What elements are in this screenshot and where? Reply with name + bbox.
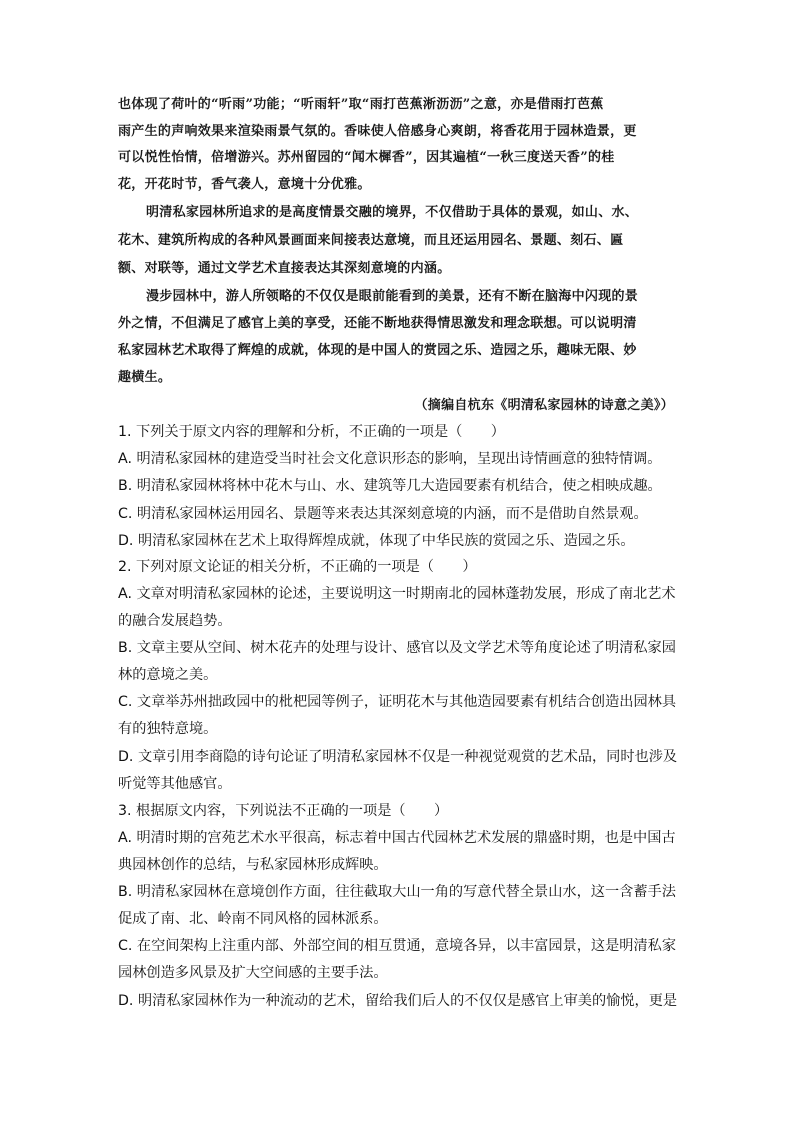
passage-line: 私家园林艺术取得了辉煌的成就，体现的是中国人的赏园之乐、造园之乐，趣味无限、妙 (118, 343, 637, 358)
passage-line: 额、对联等，通过文学艺术直接表达其深刻意境的内涵。 (118, 261, 451, 276)
option-a: A. 明清时期的宫苑艺术水平很高，标志着中国古代园林艺术发展的鼎盛时期，也是中国古 (118, 830, 676, 846)
option-b-continued: 促成了南、北、岭南不同风格的园林派系。 (118, 911, 388, 927)
passage-line: 花木、建筑所构成的各种风景画面来间接表达意境，而且还运用园名、景题、刻石、匾 (118, 233, 624, 248)
option-c: C. 文章举苏州拙政园中的枇杷园等例子，证明花木与其他造园要素有机结合创造出园林具 (118, 694, 677, 710)
passage-source: （摘编自杭东《明清私家园林的诗意之美》） (414, 398, 674, 413)
option-b: B. 文章主要从空间、树木花卉的处理与设计、感官以及文学艺术等角度论述了明清私家园 (118, 640, 676, 656)
option-c: C. 明清私家园林运用园名、景题等来表达其深刻意境的内涵，而不是借助自然景观。 (118, 506, 648, 522)
option-c-continued: 园林创造多风景及扩大空间感的主要手法。 (118, 965, 388, 981)
passage-line: 可以悦性怡情，倍增游兴。苏州留园的“闻木樨香”，因其遍植“一秋三度送天香”的桂 (118, 150, 615, 165)
question-stem: 3. 根据原文内容，下列说法不正确的一项是（ ） (118, 803, 449, 819)
question-stem: 2. 下列对原文论证的相关分析，不正确的一项是（ ） (118, 559, 477, 575)
passage-line: 花，开花时节，香气袭人，意境十分优雅。 (118, 177, 371, 192)
option-d: D. 文章引用李商隐的诗句论证了明清私家园林不仅是一种视觉观赏的艺术品，同时也涉及 (118, 749, 678, 765)
option-d: D. 明清私家园林作为一种流动的艺术，留给我们后人的不仅仅是感官上审美的愉悦，更是 (118, 993, 678, 1009)
option-c-continued: 有的独特意境。 (118, 721, 218, 737)
option-b: B. 明清私家园林在意境创作方面，往往截取大山一角的写意代替全景山水，这一含蓄手法 (118, 884, 676, 900)
passage-line: 漫步园林中，游人所领略的不仅仅是眼前能看到的美景，还有不断在脑海中闪现的景 (146, 289, 639, 304)
option-b-continued: 林的意境之美。 (118, 667, 218, 683)
option-d-continued: 听觉等其他感官。 (118, 776, 232, 792)
option-b: B. 明清私家园林将林中花木与山、水、建筑等几大造园要素有机结合，使之相映成趣。 (118, 478, 662, 494)
passage-line: 外之情，不但满足了感官上美的享受，还能不断地获得情思激发和理念联想。可以说明清 (118, 316, 637, 331)
option-a-continued: 典园林创作的总结，与私家园林形成辉映。 (118, 857, 388, 873)
option-d: D. 明清私家园林在艺术上取得辉煌成就，体现了中华民族的赏园之乐、造园之乐。 (118, 533, 635, 549)
option-a-continued: 的融合发展趋势。 (118, 613, 232, 629)
passage-line: 趣横生。 (118, 370, 172, 385)
option-a: A. 文章对明清私家园林的论述，主要说明这一时期南北的园林蓬勃发展，形成了南北艺术 (118, 586, 676, 602)
question-stem: 1. 下列关于原文内容的理解和分析，不正确的一项是（ ） (118, 424, 505, 440)
passage-line: 也体现了荷叶的“听雨”功能；“听雨轩”取“雨打芭蕉淅沥沥”之意，亦是借雨打芭蕉 (118, 97, 604, 112)
passage-line: 雨产生的声响效果来渲染雨景气氛的。香味使人倍感身心爽朗，将香花用于园林造景，更 (118, 124, 637, 139)
passage-line: 明清私家园林所追求的是高度情景交融的境界，不仅借助于具体的景观，如山、水、 (146, 205, 639, 220)
option-c: C. 在空间架构上注重内部、外部空间的相互贯通，意境各异，以丰富园景，这是明清私家 (118, 938, 677, 954)
option-a: A. 明清私家园林的建造受当时社会文化意识形态的影响，呈现出诗情画意的独特情调。 (118, 451, 662, 467)
